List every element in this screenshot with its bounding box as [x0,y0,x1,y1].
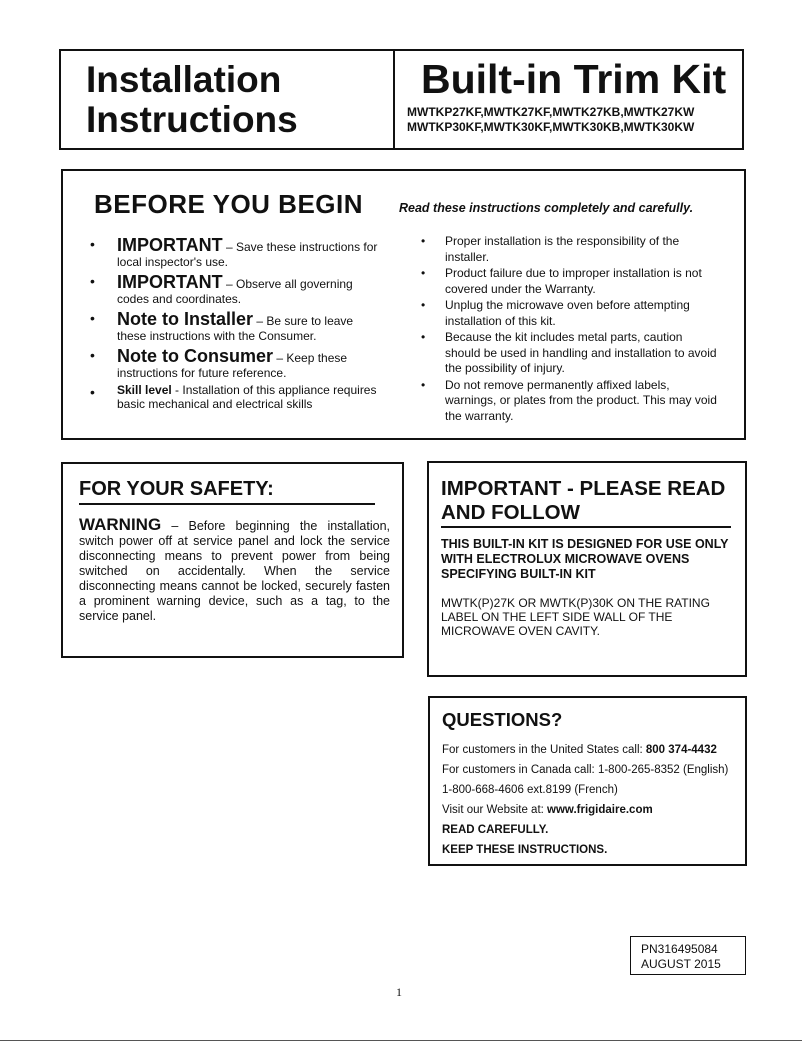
model-numbers [407,105,694,135]
safety-warning-text [79,517,390,624]
item-label: Skill level [117,383,172,397]
list-item: • Proper installation is the responsibility of the installer. [421,234,721,265]
questions-box [428,696,747,866]
item-text: – Observe all governing codes and coordinates. [117,277,353,306]
header-box [59,49,744,150]
list-item [90,272,385,306]
list-item: • Do not remove permanently affixed labels, warnings, or plates from the product. This may void the warranty. [421,378,721,425]
safety-title: FOR YOUR SAFETY: [79,478,375,505]
list-item [90,346,385,380]
bottom-divider [0,1040,802,1041]
read-note: Read these instructions completely and carefully. [399,201,694,215]
item-text: – Be sure to leave these instructions with the Consumer. [117,314,354,343]
before-you-begin-title: BEFORE YOU BEGIN [94,189,364,219]
models-line-2: MWTKP30KF,MWTK30KF,MWTK30KB,MWTK30KW [407,120,695,134]
list-item: • Because the kit includes metal parts, caution should be used in handling and installation to avoid the possibility of injury. [421,330,721,377]
list-item: • Unplug the microwave oven before attempting installation of this kit. [421,298,721,329]
heading-line-1: Installation [86,59,282,100]
important-bold-text: THIS BUILT-IN KIT IS DESIGNED FOR USE ONLY WITH ELECTROLUX MICROWAVE OVENS SPECIFYING BUILT-IN KIT [441,537,729,581]
questions-lines [442,740,742,860]
list-item [90,235,385,269]
warning-body: – Before beginning the installation, switch power off at service panel and lock the service disconnecting means to prevent power from being switched on accidentally. When the service disconnecting means cannot be locked, securely fasten a prominent warning device, such as a tag, to the service panel. [79,519,390,623]
page-number: 1 [396,985,402,999]
part-number-text [641,942,721,972]
questions-title: QUESTIONS? [442,709,563,730]
warning-label: WARNING [79,515,162,534]
before-right-list [421,234,721,425]
item-label: IMPORTANT [117,235,223,255]
part-number: PN316495084 [641,942,718,956]
before-you-begin-box [61,169,746,440]
document-title: Built-in Trim Kit [421,56,727,102]
header-divider [393,51,395,148]
read-carefully: READ CAREFULLY. [442,824,549,836]
item-text: - Installation of this appliance requires basic mechanical and electrical skills [117,383,377,411]
website-line [442,800,742,820]
list-item [90,309,385,343]
important-box [427,461,747,677]
item-text: – Save these instructions for local inspector's use. [117,240,378,269]
us-prefix: For customers in the United States call: [442,744,646,756]
before-left-list [90,235,385,414]
item-label: Note to Consumer [117,346,274,366]
important-title: IMPORTANT - PLEASE READ AND FOLLOW [441,477,731,528]
item-label: Note to Installer [117,309,254,329]
canada-contact: For customers in Canada call: 1-800-265-8352 (English) [442,764,729,776]
web-prefix: Visit our Website at: [442,804,548,816]
us-contact [442,740,742,760]
list-item [90,383,385,411]
keep-instructions: KEEP THESE INSTRUCTIONS. [442,844,608,856]
item-label: IMPORTANT [117,272,223,292]
french-contact: 1-800-668-4606 ext.8199 (French) [442,784,618,796]
safety-box [61,462,404,658]
heading-line-2: Instructions [86,99,298,140]
website-link[interactable]: www.frigidaire.com [547,804,653,816]
important-text: MWTK(P)27K OR MWTK(P)30K ON THE RATING LABEL ON THE LEFT SIDE WALL OF THE MICROWAVE OVEN CAVITY. [441,596,710,638]
part-number-box [630,936,746,975]
models-line-1: MWTKP27KF,MWTK27KF,MWTK27KB,MWTK27KW [407,105,695,119]
installation-instructions-heading [86,60,298,140]
item-text: – Keep these instructions for future reference. [117,351,348,380]
part-date: AUGUST 2015 [641,957,721,971]
list-item: • Product failure due to improper installation is not covered under the Warranty. [421,266,721,297]
us-phone: 800 374-4432 [645,744,717,756]
